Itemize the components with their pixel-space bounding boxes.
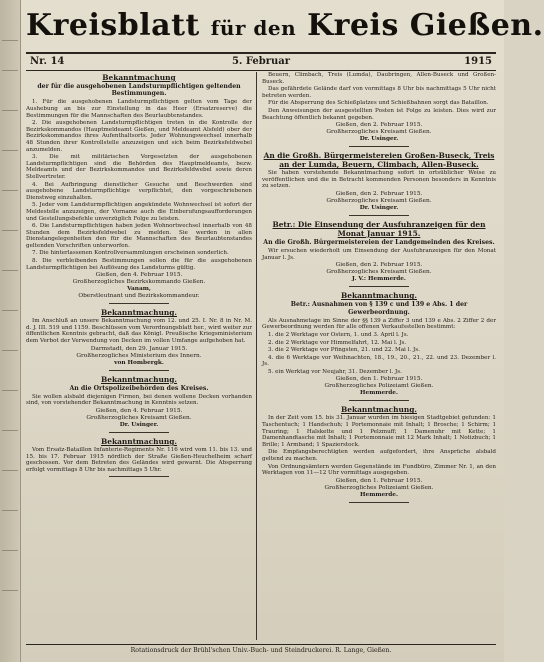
section-rule xyxy=(109,476,169,477)
notice-section xyxy=(262,405,496,502)
notice-signer: Vanam, xyxy=(127,286,151,293)
notice-paragraph: 4. Bei Aufbringung dienstlicher Gesuche und Beschwerden sind ausgehobene Landsturmpflichtige verpflichtet, den vorgeschriebenen Dienstweg einzuhalten. xyxy=(26,181,252,201)
section-rule xyxy=(109,432,169,433)
masthead-title xyxy=(26,6,544,46)
section-rule xyxy=(109,370,169,371)
notice-subhead: der für die ausgehobenen Landsturmpflichtigen geltenden Bestimmungen. xyxy=(37,83,241,98)
masthead-main: Kreisblatt xyxy=(26,8,200,43)
right-column xyxy=(262,72,496,640)
column-divider xyxy=(256,72,257,640)
notice-paragraph: Im Anschluß an unsere Bekanntmachung vom 12. und 25. I. Nr. 8 in Nr. M. d. J. III. 519 und 1159. Beschlüssen vom Verordnungsblatt her., wird weiter zur öffentlichen Kenntnis gebracht, daß das Königl. Preußische Kriegsministerium dem Verbot der Verwendung von Decken im vollen Umfange aufgehoben hat. xyxy=(26,318,252,345)
section-rule xyxy=(349,286,409,287)
notice-section xyxy=(262,151,496,216)
notice-authority: Großherzogliches Polizeiamt Gießen. xyxy=(324,383,434,390)
issue-date: 5. Februar xyxy=(231,56,291,67)
notice-paragraph: 5. ein Werktag vor Neujahr, 31. Dezember l. Js. xyxy=(268,368,402,375)
notice-heading: Bekanntmachung. xyxy=(341,405,417,415)
notice-authority: Großherzogliches Bezirkskommando Gießen. xyxy=(72,279,206,286)
notice-signer: von Hombergk. xyxy=(114,359,164,366)
notice-heading: Bekanntmachung. xyxy=(101,437,177,447)
section-rule xyxy=(349,400,409,401)
notice-paragraph: Wir ersuchen wiederholt um Einsendung der Ausfuhranzeigen für den Monat Januar l. Js. xyxy=(262,248,496,261)
notice-authority: Großherzogliches Polizeiamt Gießen. xyxy=(324,484,434,491)
notice-heading: Bekanntmachung. xyxy=(101,308,177,318)
masthead-end: Kreis Gießen. xyxy=(307,8,544,43)
notice-signer: J. V.: Hemmerde. xyxy=(352,276,406,283)
notice-paragraph: Für die Absperrung des Schießplatzes und Schießbahnen sorgt das Bataillon. xyxy=(268,100,489,107)
section-rule xyxy=(109,303,169,304)
printer-imprint: Rotationsdruck der Brühl'schen Univ.-Buch- und Steindruckerei. R. Lange, Gießen. xyxy=(26,644,496,657)
notice-place-date: Gießen, den 4. Februar 1915. xyxy=(95,272,183,279)
notice-paragraph: Die Empfangsberechtigten werden aufgefordert, ihre Ansprüche alsbald geltend zu machen. xyxy=(262,449,496,463)
notice-section xyxy=(26,375,252,433)
notice-paragraph: Beuern, Climbach, Treis (Lumda), Daubringen, Allen-Buseck und Großen-Buseck. xyxy=(262,72,496,85)
masthead-small: für den xyxy=(210,16,297,40)
notice-paragraph: 4. die 6 Werktage vor Weihnachten, 18., 19., 20., 21., 22. und 23. Dezember l. Js. xyxy=(262,354,496,368)
notice-place-date: Darmstadt, den 29. Januar 1915. xyxy=(90,345,188,352)
notice-subhead: An die Ortspolizeibehörden des Kreises. xyxy=(69,384,209,392)
notice-signer: Hemmerde. xyxy=(360,390,398,397)
notice-section xyxy=(26,73,252,304)
notice-heading: Bekanntmachung xyxy=(102,73,176,82)
notice-subhead: An die Großh. Bürgermeistereien der Landgemeinden des Kreises. xyxy=(263,238,495,246)
notice-place-date: Gießen, den 2. Februar 1915. xyxy=(335,190,423,197)
notice-paragraph: 2. die 2 Werktage vor Himmelfahrt, 12. Mai l. Js. xyxy=(268,339,407,346)
notice-section xyxy=(26,308,252,370)
notice-paragraph: Vom Ersatz-Bataillon Infanterie-Regiments Nr. 116 wird vom 11. bis 13. und 15. bis 17. Februar 1915 nördlich der Straße Gießen-Heuchelheim scharf geschossen. Vor dem Betreten des Geländes wird gewarnt. Die Absperrung erfolgt vormittags 8 Uhr bis nachmittags 5 Uhr. xyxy=(26,447,252,473)
notice-paragraph: 1. die 2 Werktage vor Ostern, 1. und 3. April l. Js. xyxy=(268,331,409,338)
issue-number: Nr. 14 xyxy=(30,56,65,67)
notice-paragraph: Das gefährdete Gelände darf von vormittags 8 Uhr bis nachmittags 5 Uhr nicht betreten werden. xyxy=(262,86,496,99)
notice-signer: Dr. Usinger. xyxy=(359,136,399,143)
left-column xyxy=(26,72,252,640)
notice-heading: An die Großh. Bürgermeistereien Großen-Buseck, Treis an der Lumda, Beuern, Climbach, Allen-Buseck. xyxy=(263,151,495,170)
notice-heading: Bekanntmachung. xyxy=(101,374,177,384)
notice-authority: Großherzogliches Ministerium des Innern. xyxy=(76,352,202,359)
notice-paragraph: 6. Die Landsturmpflichtigen haben jeden Wohnortwechsel innerhalb von 48 Stunden dem Bezirksfeldwebel zu melden. Sie werden in allen Dienstangelegenheiten den für die Mannschaften des Beurlaubtenstandes geltenden Vorschriften unterworfen. xyxy=(26,223,252,249)
notice-authority: Großherzogliches Kreisamt Gießen. xyxy=(326,197,432,204)
notice-place-date: Gießen, den 2. Februar 1915. xyxy=(335,262,423,269)
section-rule xyxy=(349,146,409,147)
notice-section xyxy=(26,437,252,477)
notice-paragraph: 3. Die mit militärischen Vorgesetzten der ausgehobenen Landsturmpflichtigen sind die Behörden des Hauptmeldeamts, bezw. Meldeamts und der Bezirkskommandos und Bezirksfeldwebel sowie deren Stellvertreter. xyxy=(26,154,252,180)
notice-paragraph: Von Ordnungsämtern werden Gegenstände im Fundbüro, Zimmer Nr. 1, an den Werktagen von 11—12 Uhr vormittags ausgegeben. xyxy=(262,463,496,477)
notice-subhead: Betr.: Ausnahmen von § 139 c und 139 e Abs. 1 der Gewerbeordnung. xyxy=(290,301,468,316)
notice-paragraph: Sie haben vorstehende Bekanntmachung sofort in ortsüblicher Weise zu veröffentlichen und die in Betracht kommenden Personen besonders in Kenntnis zu setzen. xyxy=(262,170,496,190)
notice-authority: Großherzogliches Kreisamt Gießen. xyxy=(326,129,432,136)
notice-paragraph: 1. Für die ausgehobenen Landsturmpflichtigen gelten vom Tage der Aushebung an bis zur Einstellung in das Heer (Ersatzreserve) die Bestimmungen für die Mannschaften des Beurlaubtenstandes. xyxy=(26,99,252,119)
notice-paragraph: Den Anweisungen der ausgestellten Posten ist Folge zu leisten. Dies wird zur Beachtung öffentlich bekannt gegeben. xyxy=(262,107,496,121)
adjacent-page-edge xyxy=(0,0,21,662)
notice-section xyxy=(262,291,496,401)
notice-section xyxy=(262,72,496,147)
notice-heading: Betr.: Die Einsendung der Ausfuhranzeigen für den Monat Januar 1915. xyxy=(272,219,486,238)
notice-authority: Großherzogliches Kreisamt Gießen. xyxy=(86,415,192,422)
notice-paragraph: Sie wollen alsbald diejenigen Firmen, bei denen wollene Decken vorhanden sind, von vorstehender Bekanntmachung in Kenntnis setzen. xyxy=(26,393,252,407)
notice-paragraph: 5. Jeder vom Landsturmpflichtigen angekündete Wohnwechsel ist sofort der Meldestelle anzuzeigen, der Vorname auch die Einberufungsaufforderungen und Gestellungsbefehle unverzüglich Folge zu leisten. xyxy=(26,202,252,222)
notice-paragraph: 7. Die hinterlassenen Kontrollversammlungen erscheinen sonderlich. xyxy=(32,250,229,257)
notice-section xyxy=(262,220,496,287)
notice-place-date: Gießen, den 1. Februar 1915. xyxy=(335,376,423,383)
notice-heading: Bekanntmachung. xyxy=(341,291,417,301)
notice-paragraph: 3. die 2 Werktage vor Pfingsten, 21. und 22. Mai l. Js. xyxy=(268,347,420,354)
notice-place-date: Gießen, den 4. Februar 1915. xyxy=(95,408,183,415)
section-rule xyxy=(349,215,409,216)
notice-signer-title: Oberstleutnant und Bezirkskommandeur. xyxy=(78,293,200,300)
notice-signer: Dr. Usinger. xyxy=(359,204,399,211)
issue-year: 1915 xyxy=(464,56,492,67)
notice-signer: Hemmerde. xyxy=(360,491,398,498)
notice-signer: Dr. Usinger. xyxy=(119,422,159,429)
dateline-bar xyxy=(26,52,496,71)
notice-paragraph: 2. Die ausgehobenen Landsturmpflichtigen treten in die Kontrolle der Bezirkskommandos (Hauptmeldeamt Gießen, und Meldeamt Alsfeld) ober der Bezirkskommandos ihres Aufenthaltsorts. Jeder Wohnungswechsel innerhalb 48 Stunden ihrer Kontrollstelle anzuzeigen und sich beim Bezirksfeldwebel anzumelden. xyxy=(26,120,252,153)
notice-paragraph: In der Zeit vom 15. bis 31. Januar wurden im hiesigen Stadtgebiet gefunden: 1 Taschentuch; 1 Handschuh; 1 Portemonnaie mit Inhalt; 1 Brosche; 1 Schirm; 1 Trauring; 1 Halskette und 1 Pelzmuff; 1 Damenuhr mit Kette; 1 Damenhandtasche mit Inhalt; 1 Portemonnaie mit 12 Mark Inhalt; 1 Notizbuch; 1 Brille; 1 Armband; 1 Spazierstock. xyxy=(262,415,496,448)
notice-authority: Großherzogliches Kreisamt Gießen. xyxy=(326,269,432,276)
section-rule xyxy=(349,502,409,503)
notice-place-date: Gießen, den 2. Februar 1915. xyxy=(335,122,423,129)
notice-paragraph: 8. Die verbleibenden Bestimmungen sollen die für die ausgehobenen Landsturmpflichtigen bei Auflösung des Landsturms gültig. xyxy=(26,258,252,271)
notice-paragraph: Als Ausnahmetage im Sinne der §§ 139 a Ziffer 3 und 139 e Abs. 2 Ziffer 2 der Gewerbeordnung werden für alle offenen Verkaufsstellen bestimmt: xyxy=(262,317,496,331)
notice-place-date: Gießen, den 1. Februar 1915. xyxy=(335,477,423,484)
